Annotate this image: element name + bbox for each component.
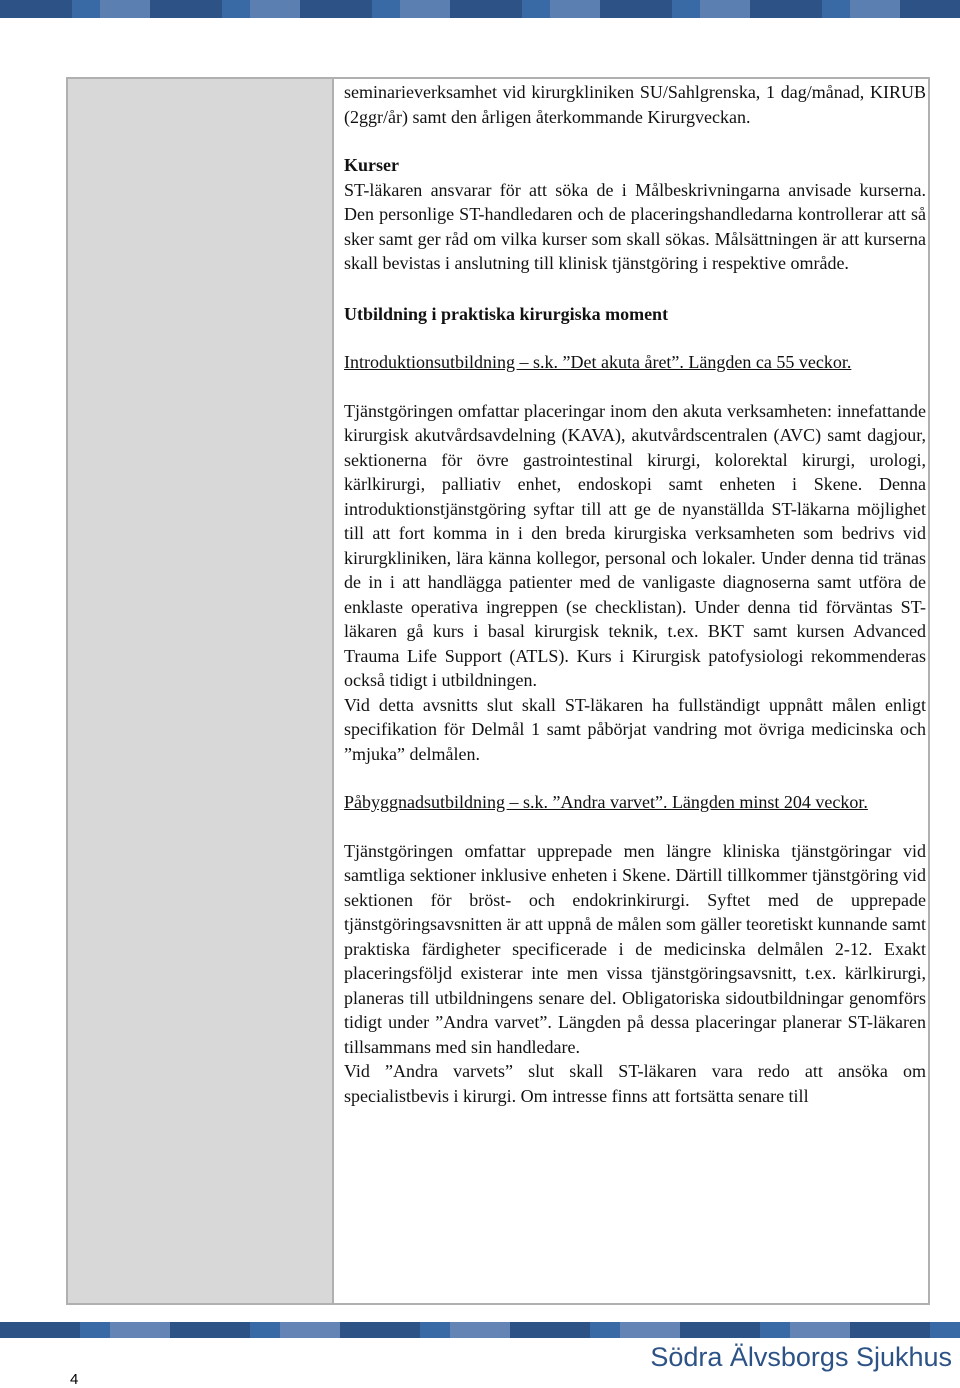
kurser-heading: Kurser xyxy=(344,155,399,175)
intro-education-paragraph-2: Vid detta avsnitts slut skall ST-läkaren ha fullständigt uppnått målen enligt specifikation för Delmål 1 samt påbörjat vandring mot övriga medicinska och ”mjuka” delmålen. xyxy=(344,694,926,764)
intro-education-heading: Introduktionsutbildning – s.k. ”Det akuta året”. Längden ca 55 veckor. xyxy=(344,352,852,372)
advanced-education-paragraph-1: Tjänstgöringen omfattar upprepade men längre kliniska tjänstgöringar vid samtliga sektioner inklusive enheten i Skene. Därtill tillkommer tjänstgöring vid sektionen för bröst- och endokrinkirurgi. Syftet med de upprepade tjänstgöringsavsnitten är att uppnå de målen som gäller teoretiskt kunnande samt praktiska färdigheter specificerade i de medicinska delmålen 2-12. Exakt placeringsföljd existerar inte men vissa tjänstgöringsavsnitt, t.ex. kärlkirurgi, planeras till utbildningens senare del. Obligatoriska sidoutbildningar genomförs tidigt under ”Andra varvet”. Längden på dessa placeringar planerar ST-läkaren tillsammans med sin handledare. xyxy=(344,840,926,1057)
intro-paragraph: seminarieverksamhet vid kirurgkliniken SU/Sahlgrenska, 1 dag/månad, KIRUB (2ggr/år) samt den årligen återkommande Kirurgveckan. xyxy=(344,82,926,127)
header-band xyxy=(0,0,960,18)
footer-band xyxy=(0,1322,960,1338)
body-text xyxy=(344,80,926,1108)
left-margin-column xyxy=(68,79,334,1303)
moment-heading: Utbildning i praktiska kirurgiska moment xyxy=(344,303,669,324)
advanced-education-paragraph-2: Vid ”Andra varvets” slut skall ST-läkaren vara redo att ansöka om specialistbevis i kirurgi. Om intresse finns att fortsätta senare till xyxy=(344,1061,926,1106)
advanced-education-heading: Påbyggnadsutbildning – s.k. ”Andra varvet”. Längden minst 204 veckor. xyxy=(344,792,868,812)
page-number: 4 xyxy=(70,1371,79,1388)
hospital-brand: Södra Älvsborgs Sjukhus xyxy=(650,1342,952,1372)
intro-education-paragraph-1: Tjänstgöringen omfattar placeringar inom den akuta verksamheten: innefattande kirurgisk akutvårdsavdelning (KAVA), akutvårdscentralen (AVC) samt dagjour, sektionerna för övre gastrointestinal kirurgi, kolorektal kirurgi, urologi, kärlkirurgi, palliativ enhet, endoskopi samt enheten i Skene. Denna introduktionstjänstgöring syftar till att ge de nyanställda ST-läkarna möjlighet till att fort komma in i den breda kirurgiska verksamheten som bedrivs vid kirurgkliniken, lära känna kollegor, personal och lokaler. Under denna tid tränas de in i att handlägga patienter med de vanligaste diagnoserna samt utföra de enklaste operativa ingreppen (se checklistan). Under denna tid förväntas ST-läkaren gå kurs i basal kirurgisk teknik, t.ex. BKT samt kursen Advanced Trauma Life Support (ATLS). Kurs i Kirurgisk patofysiologi rekommenderas också tidigt i utbildningen. xyxy=(344,400,926,690)
kurser-paragraph: ST-läkaren ansvarar för att söka de i Målbeskrivningarna anvisade kurserna. Den personlige ST-handledaren och de placeringshandledarna kontrollerar att så sker samt ger råd om vilka kurser som skall sökas. Målsättningen är att kurserna skall bevistas i anslutning till klinisk tjänstgöring i respektive område. xyxy=(344,179,926,273)
